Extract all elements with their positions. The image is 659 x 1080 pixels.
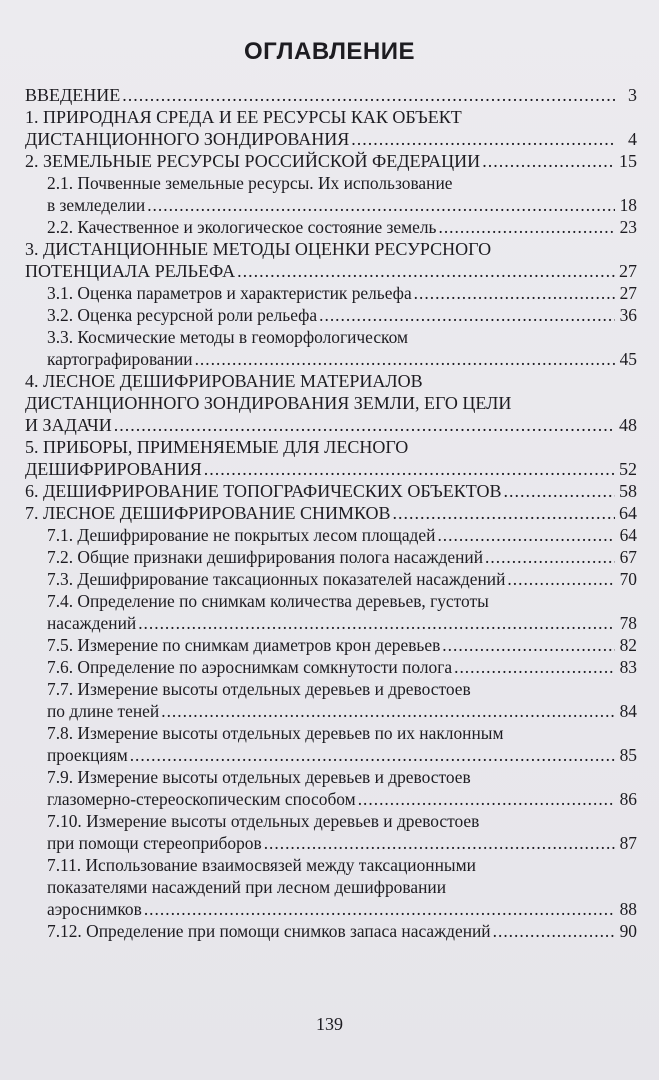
toc-entry-row xyxy=(47,700,637,722)
toc-entry-row xyxy=(25,458,637,480)
toc-entry-line: 1. ПРИРОДНАЯ СРЕДА И ЕЕ РЕСУРСЫ КАК ОБЪЕКТ xyxy=(25,107,462,127)
dot-leader xyxy=(351,128,615,150)
toc-title: ОГЛАВЛЕНИЕ xyxy=(243,38,416,65)
toc-page-number: 78 xyxy=(619,613,637,633)
toc-entry-row xyxy=(47,634,637,656)
toc-entry xyxy=(25,810,637,854)
toc-entry xyxy=(25,106,637,150)
toc-page-number: 87 xyxy=(619,833,637,853)
toc-entry-line: 3. ДИСТАНЦИОННЫЕ МЕТОДЫ ОЦЕНКИ РЕСУРСНОГО xyxy=(25,239,492,259)
toc-entry-row xyxy=(25,260,637,282)
toc-page-number: 18 xyxy=(619,195,637,215)
toc-entry-line: 7.4. Определение по снимкам количества деревьев, густоты xyxy=(47,591,489,611)
toc-entry-line: 7.10. Измерение высоты отдельных деревьев и древостоев xyxy=(47,811,480,831)
toc-entry xyxy=(25,436,637,480)
toc-entry xyxy=(25,216,637,238)
toc-entry-row xyxy=(47,744,637,766)
toc-page-number: 23 xyxy=(619,217,637,237)
toc-entry-line: ДИСТАНЦИОННОГО ЗОНДИРОВАНИЯ ЗЕМЛИ, ЕГО ЦЕЛИ xyxy=(25,393,512,413)
dot-leader xyxy=(122,84,615,106)
dot-leader xyxy=(485,546,615,568)
toc-entry-line: И ЗАДАЧИ xyxy=(25,415,112,435)
toc-entry-line: 7.6. Определение по аэроснимкам сомкнутости полога xyxy=(47,657,453,677)
dot-leader xyxy=(507,568,615,590)
toc-entry-row xyxy=(47,194,637,216)
toc-page-number: 36 xyxy=(619,305,637,325)
toc-entry-row xyxy=(25,84,637,106)
toc-entry-row xyxy=(47,546,637,568)
dot-leader xyxy=(454,656,615,678)
dot-leader xyxy=(438,216,615,238)
toc-entry xyxy=(25,634,637,656)
dot-leader xyxy=(264,832,615,854)
toc-entry-line: 3.1. Оценка параметров и характеристик рельефа xyxy=(47,283,412,303)
toc-entry-row xyxy=(47,282,637,304)
toc-entry xyxy=(25,84,637,106)
toc-entry xyxy=(25,502,637,524)
dot-leader xyxy=(482,150,615,172)
toc-entry-line: 2. ЗЕМЕЛЬНЫЕ РЕСУРСЫ РОССИЙСКОЙ ФЕДЕРАЦИИ xyxy=(25,151,481,171)
toc-entry-line: при помощи стереоприборов xyxy=(47,833,262,853)
toc-entry-line: 5. ПРИБОРЫ, ПРИМЕНЯЕМЫЕ ДЛЯ ЛЕСНОГО xyxy=(25,437,409,457)
dot-leader xyxy=(414,282,615,304)
dot-leader xyxy=(504,480,615,502)
dot-leader xyxy=(442,634,615,656)
toc-page-number: 90 xyxy=(619,921,637,941)
toc-entry xyxy=(25,722,637,766)
toc-entry xyxy=(25,524,637,546)
toc-page-number: 58 xyxy=(619,481,637,501)
toc-entry-line: ПОТЕНЦИАЛА РЕЛЬЕФА xyxy=(25,261,236,281)
toc-page-number: 48 xyxy=(619,415,637,435)
toc-entry-line: 2.2. Качественное и экологическое состояние земель xyxy=(47,217,437,237)
toc-entry-row xyxy=(47,524,637,546)
toc-entry-row xyxy=(47,832,637,854)
toc-entry xyxy=(25,656,637,678)
dot-leader xyxy=(319,304,615,326)
toc-entry-line: 7.3. Дешифрирование таксационных показателей насаждений xyxy=(47,569,506,589)
toc-page-number: 70 xyxy=(619,569,637,589)
toc-page-number: 64 xyxy=(619,525,637,545)
toc-entry-line: показателями насаждений при лесном дешифровании xyxy=(47,877,446,897)
toc-entry-line: глазомерно-стереоскопическим способом xyxy=(47,789,356,809)
dot-leader xyxy=(161,700,615,722)
dot-leader xyxy=(237,260,615,282)
toc-entry-line: по длине теней xyxy=(47,701,160,721)
toc-entry-row xyxy=(25,150,637,172)
page-number: 139 xyxy=(316,1014,343,1034)
toc-page-number: 88 xyxy=(619,899,637,919)
dot-leader xyxy=(358,788,615,810)
table-of-contents xyxy=(25,84,637,942)
toc-entry xyxy=(25,678,637,722)
toc-page-number: 83 xyxy=(619,657,637,677)
toc-page-number: 86 xyxy=(619,789,637,809)
toc-entry-row xyxy=(47,304,637,326)
dot-leader xyxy=(144,898,615,920)
toc-entry xyxy=(25,546,637,568)
toc-entry-line: 2.1. Почвенные земельные ресурсы. Их использование xyxy=(47,173,453,193)
toc-entry-row xyxy=(47,898,637,920)
toc-page-number: 64 xyxy=(619,503,637,523)
toc-entry-line: 7.11. Использование взаимосвязей между таксационными xyxy=(47,855,476,875)
toc-entry-line: в земледелии xyxy=(47,195,146,215)
toc-entry-line: аэроснимков xyxy=(47,899,142,919)
toc-page-number: 27 xyxy=(619,283,637,303)
toc-entry-row xyxy=(47,348,637,370)
toc-entry xyxy=(25,590,637,634)
dot-leader xyxy=(130,744,615,766)
toc-page-number: 84 xyxy=(619,701,637,721)
toc-entry-row xyxy=(47,656,637,678)
toc-entry-line: 7.7. Измерение высоты отдельных деревьев и древостоев xyxy=(47,679,471,699)
dot-leader xyxy=(138,612,615,634)
toc-entry xyxy=(25,568,637,590)
toc-entry-row xyxy=(47,788,637,810)
toc-page-number: 45 xyxy=(619,349,637,369)
toc-entry-row xyxy=(25,414,637,436)
toc-entry xyxy=(25,920,637,942)
toc-entry xyxy=(25,326,637,370)
toc-entry-line: 7.8. Измерение высоты отдельных деревьев по их наклонным xyxy=(47,723,504,743)
toc-entry-line: картографировании xyxy=(47,349,193,369)
toc-entry-line: 3.2. Оценка ресурсной роли рельефа xyxy=(47,305,318,325)
toc-entry xyxy=(25,238,637,282)
toc-entry-line: ВВЕДЕНИЕ xyxy=(25,85,121,105)
toc-entry xyxy=(25,766,637,810)
toc-entry-line: 7.5. Измерение по снимкам диаметров крон деревьев xyxy=(47,635,441,655)
dot-leader xyxy=(437,524,615,546)
toc-entry-line: ДЕШИФРИРОВАНИЯ xyxy=(25,459,202,479)
toc-entry-line: 7.9. Измерение высоты отдельных деревьев и древостоев xyxy=(47,767,471,787)
toc-page-number: 3 xyxy=(628,85,637,105)
toc-entry-line: проекциям xyxy=(47,745,128,765)
toc-entry-line: 7.1. Дешифрирование не покрытых лесом площадей xyxy=(47,525,436,545)
toc-page-number: 4 xyxy=(628,129,637,149)
dot-leader xyxy=(204,458,615,480)
toc-entry-line: ДИСТАНЦИОННОГО ЗОНДИРОВАНИЯ xyxy=(25,129,350,149)
toc-page-number: 67 xyxy=(619,547,637,567)
toc-entry xyxy=(25,854,637,920)
toc-entry-row xyxy=(47,612,637,634)
toc-entry xyxy=(25,150,637,172)
toc-entry-line: 4. ЛЕСНОЕ ДЕШИФРИРОВАНИЕ МАТЕРИАЛОВ xyxy=(25,371,423,391)
toc-entry-row xyxy=(25,502,637,524)
toc-entry xyxy=(25,282,637,304)
toc-entry xyxy=(25,370,637,436)
toc-page-number: 27 xyxy=(619,261,637,281)
toc-page-number: 85 xyxy=(619,745,637,765)
toc-entry-row xyxy=(25,480,637,502)
dot-leader xyxy=(493,920,615,942)
toc-entry-row xyxy=(47,920,637,942)
toc-entry xyxy=(25,304,637,326)
toc-entry-line: 7. ЛЕСНОЕ ДЕШИФРИРОВАНИЕ СНИМКОВ xyxy=(25,503,391,523)
toc-entry-row xyxy=(25,128,637,150)
dot-leader xyxy=(393,502,615,524)
toc-entry-line: 6. ДЕШИФРИРОВАНИЕ ТОПОГРАФИЧЕСКИХ ОБЪЕКТОВ xyxy=(25,481,502,501)
toc-page-number: 82 xyxy=(619,635,637,655)
toc-page-number: 15 xyxy=(619,151,637,171)
toc-entry-line: 7.12. Определение при помощи снимков запаса насаждений xyxy=(47,921,491,941)
toc-page-number: 52 xyxy=(619,459,637,479)
toc-entry xyxy=(25,480,637,502)
toc-entry-row xyxy=(47,568,637,590)
dot-leader xyxy=(147,194,615,216)
toc-entry-line: насаждений xyxy=(47,613,137,633)
dot-leader xyxy=(195,348,615,370)
toc-entry-line: 3.3. Космические методы в геоморфологическом xyxy=(47,327,408,347)
dot-leader xyxy=(114,414,615,436)
toc-entry xyxy=(25,172,637,216)
toc-entry-row xyxy=(47,216,637,238)
toc-entry-line: 7.2. Общие признаки дешифрирования полога насаждений xyxy=(47,547,484,567)
